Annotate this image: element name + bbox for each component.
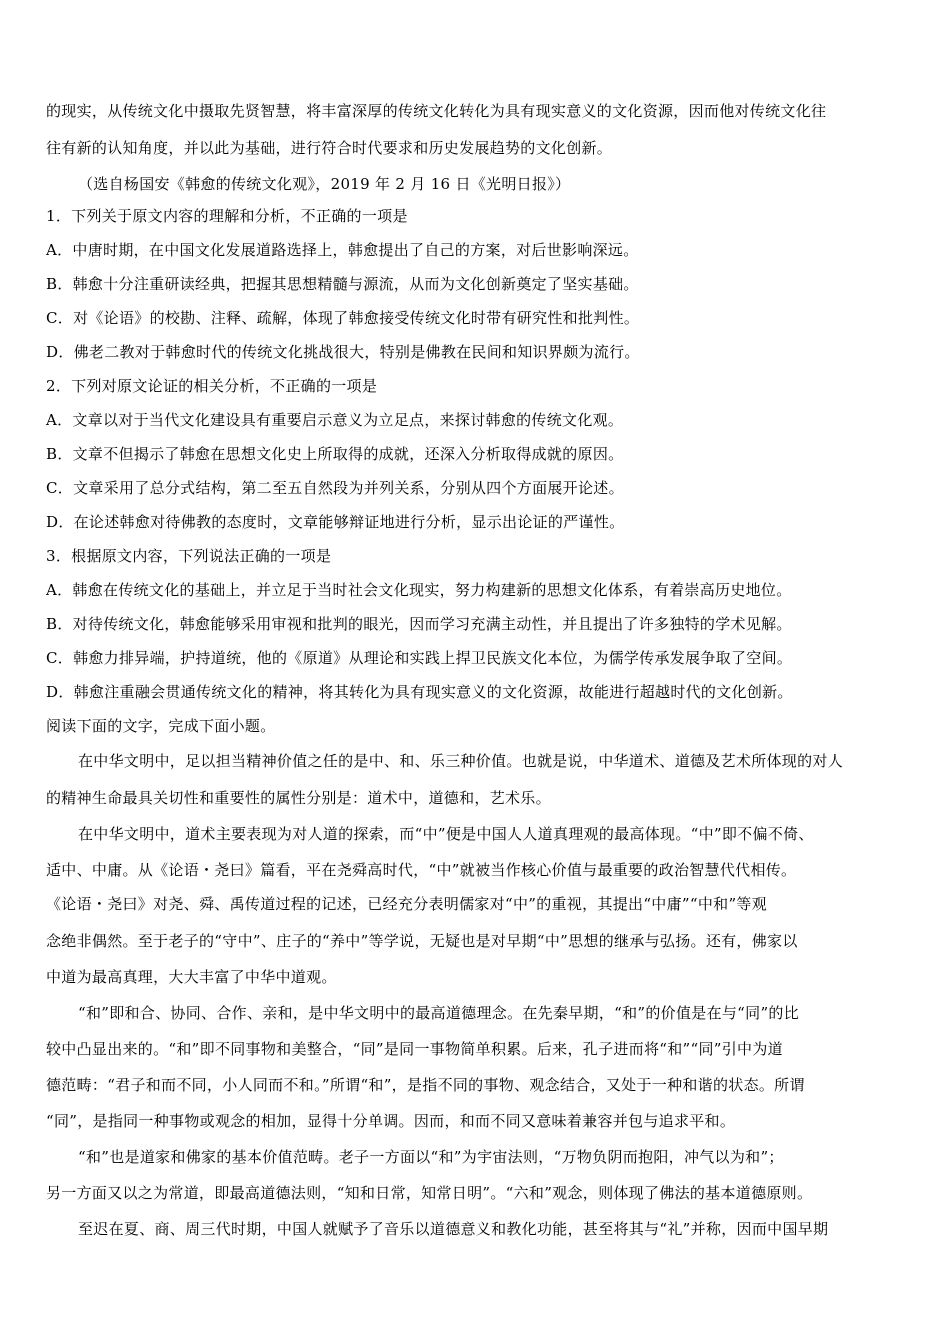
question-option: A．韩愈在传统文化的基础上，并立足于当时社会文化现实，努力构建新的思想文化体系，有着崇高历史地位。: [46, 581, 792, 599]
passage-line: 往有新的认知角度，并以此为基础，进行符合时代要求和历史发展趋势的文化创新。: [46, 139, 613, 157]
passage-line: 德范畴：“君子和而不同，小人同而不和。”所谓“和”，是指不同的事物、观念结合，又处于一种和谐的状态。所谓: [46, 1076, 805, 1094]
question-option: D．韩愈注重融会贯通传统文化的精神，将其转化为具有现实意义的文化资源，故能进行超越时代的文化创新。: [46, 683, 793, 701]
question-stem: 2．下列对原文论证的相关分析，不正确的一项是: [46, 377, 378, 395]
question-option: B．韩愈十分注重研读经典，把握其思想精髓与源流，从而为文化创新奠定了坚实基础。: [46, 275, 639, 293]
passage-line: “和”即和合、协同、合作、亲和，是中华文明中的最高道德理念。在先秦早期，“和”的价值是在与“同”的比: [78, 1004, 800, 1022]
passage-line: 在中华文明中，足以担当精神价值之任的是中、和、乐三种价值。也就是说，中华道术、道德及艺术所体现的对人: [78, 752, 844, 770]
passage-line: 《论语・尧曰》对尧、舜、禹传道过程的记述，已经充分表明儒家对“中”的重视，其提出“中庸”“中和”等观: [46, 895, 768, 913]
source-citation: （选自杨国安《韩愈的传统文化观》，2019 年 2 月 16 日《光明日报》）: [78, 175, 571, 193]
question-option: D．佛老二教对于韩愈时代的传统文化挑战很大，特别是佛教在民间和知识界颇为流行。: [46, 343, 640, 361]
passage-line: 至迟在夏、商、周三代时期，中国人就赋予了音乐以道德意义和教化功能，甚至将其与“礼”并称，因而中国早期: [78, 1220, 829, 1238]
passage-line: “和”也是道家和佛家的基本价值范畴。老子一方面以“和”为宇宙法则，“万物负阴而抱阳，冲气以为和”；: [78, 1148, 784, 1166]
question-option: C．文章采用了总分式结构，第二至五自然段为并列关系，分别从四个方面展开论述。: [46, 479, 624, 497]
question-option: B．文章不但揭示了韩愈在思想文化史上所取得的成就，还深入分析取得成就的原因。: [46, 445, 624, 463]
passage-line: 较中凸显出来的。“和”即不同事物和美整合，“同”是同一事物简单积累。后来，孔子进而将“和”“同”引中为道: [46, 1040, 783, 1058]
passage-line: “同”，是指同一种事物或观念的相加，显得十分单调。因而，和而不同又意味着兼容并包与追求平和。: [46, 1112, 736, 1130]
reading-instruction: 阅读下面的文字，完成下面小题。: [46, 717, 276, 735]
question-option: C．对《论语》的校勘、注释、疏解，体现了韩愈接受传统文化时带有研究性和批判性。: [46, 309, 640, 327]
passage-line: 在中华文明中，道术主要表现为对人道的探索，而“中”便是中国人人道真理观的最高体现。“中”即不偏不倚、: [78, 825, 814, 843]
passage-line: 念绝非偶然。至于老子的“守中”、庄子的“养中”等学说，无疑也是对早期“中”思想的继承与弘扬。还有，佛家以: [46, 932, 798, 950]
passage-line: 的精神生命最具关切性和重要性的属性分别是：道术中，道德和，艺术乐。: [46, 789, 551, 807]
question-stem: 1．下列关于原文内容的理解和分析，不正确的一项是: [46, 207, 408, 225]
question-option: A．文章以对于当代文化建设具有重要启示意义为立足点，来探讨韩愈的传统文化观。: [46, 411, 624, 429]
passage-line: 的现实，从传统文化中摄取先贤智慧，将丰富深厚的传统文化转化为具有现实意义的文化资源，因而他对传统文化往: [46, 102, 827, 120]
passage-line: 适中、中庸。从《论语・尧曰》篇看，平在尧舜高时代，“中”就被当作核心价值与最重要的政治智慧代代相传。: [46, 861, 797, 879]
question-option: C．韩愈力排异端，护持道统，他的《原道》从理论和实践上捍卫民族文化本位，为儒学传承发展争取了空间。: [46, 649, 793, 667]
question-option: B．对待传统文化，韩愈能够采用审视和批判的眼光，因而学习充满主动性，并且提出了许多独特的学术见解。: [46, 615, 792, 633]
question-option: A．中唐时期，在中国文化发展道路选择上，韩愈提出了自己的方案，对后世影响深远。: [46, 241, 639, 259]
question-stem: 3．根据原文内容，下列说法正确的一项是: [46, 547, 332, 565]
passage-line: 中道为最高真理，大大丰富了中华中道观。: [46, 968, 337, 986]
question-option: D．在论述韩愈对待佛教的态度时，文章能够辩证地进行分析，显示出论证的严谨性。: [46, 513, 625, 531]
passage-line: 另一方面又以之为常道，即最高道德法则，“知和日常，知常日明”。“六和”观念，则体现了佛法的基本道德原则。: [46, 1184, 813, 1202]
